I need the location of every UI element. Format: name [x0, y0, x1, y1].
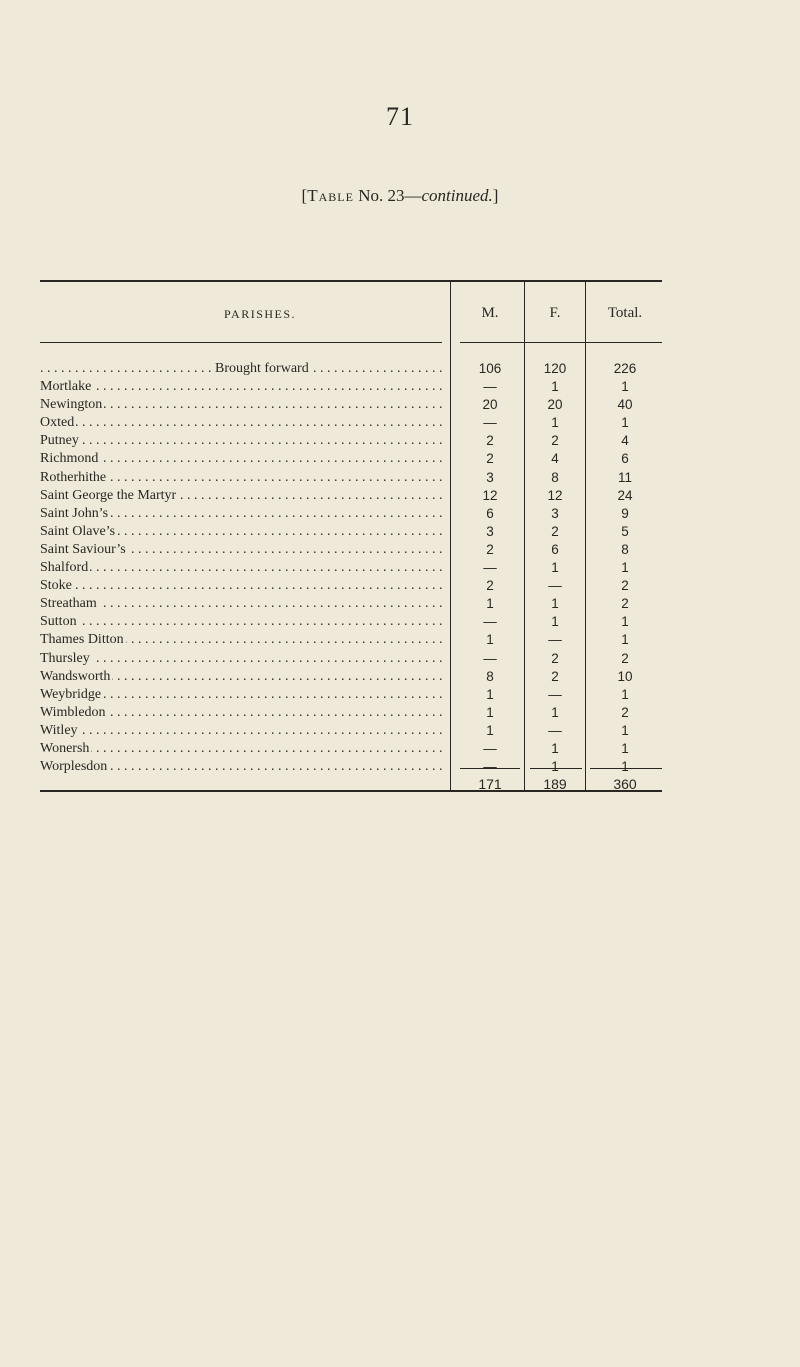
table-row: [40, 722, 660, 740]
male-count: 2: [486, 433, 494, 449]
total-m: 171: [478, 776, 502, 792]
table-top-rule: [40, 280, 662, 282]
parish-name: Wandsworth: [40, 668, 111, 684]
parish-name-cell: [40, 414, 442, 432]
table-row: [40, 450, 660, 468]
table-row: [40, 414, 660, 432]
parish-name-cell: [40, 577, 442, 595]
caption-continued: continued.: [421, 186, 493, 205]
table-row: [40, 396, 660, 414]
parish-name: Saint Olave’s: [40, 523, 116, 539]
parish-name-cell: [40, 722, 442, 740]
female-count: 1: [551, 614, 559, 630]
parish-name: Stoke: [40, 578, 72, 594]
total-count: 11: [617, 469, 632, 485]
table-row: [40, 668, 660, 686]
male-count: 8: [486, 668, 494, 684]
parish-name-cell: [40, 704, 442, 722]
total-count: 1: [621, 740, 629, 756]
total-count: 1: [621, 614, 629, 630]
female-count: 1: [551, 740, 559, 756]
parish-name: Putney: [40, 433, 79, 449]
table-row: [40, 740, 660, 758]
male-count: 6: [486, 505, 494, 521]
female-count: 1: [551, 704, 559, 720]
male-count: 1: [486, 596, 494, 612]
male-count: 2: [486, 541, 494, 557]
male-count: 1: [486, 686, 494, 702]
male-count: 1: [486, 704, 494, 720]
parish-name-cell: [40, 360, 442, 378]
male-count: 106: [478, 361, 502, 376]
female-count: 12: [547, 487, 563, 503]
caption-open-bracket: [: [301, 186, 308, 205]
table-row: [40, 360, 660, 378]
female-count: 120: [543, 361, 567, 376]
parish-name-cell: [40, 631, 442, 649]
header-m: M.: [481, 305, 499, 321]
total-count: 24: [617, 487, 633, 503]
total-count: 5: [621, 523, 629, 539]
parish-name: Rotherhithe: [40, 469, 107, 485]
total-count: 6: [621, 451, 629, 467]
male-count: —: [483, 759, 497, 775]
table-row: [40, 686, 660, 704]
total-count: 10: [617, 668, 633, 684]
caption-table-word: Table: [307, 186, 354, 205]
male-count: 2: [486, 451, 494, 467]
parish-name: Worplesdon: [40, 759, 108, 775]
parish-name-cell: [40, 686, 442, 704]
header-bottom-rule-numbers: [460, 342, 662, 343]
table-row: [40, 613, 660, 631]
parish-name-cell: [40, 559, 442, 577]
parish-name: Shalford: [40, 560, 89, 576]
parish-name: Mortlake: [40, 379, 92, 395]
parish-name-cell: [40, 487, 442, 505]
total-count: 8: [621, 541, 629, 557]
page-number: 71: [386, 102, 414, 131]
parish-name: Weybridge: [40, 686, 102, 702]
parish-name: Saint John’s: [40, 505, 109, 521]
male-count: —: [483, 415, 497, 431]
table-row: [40, 577, 660, 595]
female-count: 2: [551, 523, 559, 539]
caption-number: No. 23: [358, 186, 405, 205]
female-count: 1: [551, 560, 559, 576]
parish-name-cell: [40, 469, 442, 487]
total-count: 226: [613, 361, 637, 376]
parish-name-cell: [40, 541, 442, 559]
table-row: [40, 523, 660, 541]
total-count: 2: [621, 596, 629, 612]
total-f: 189: [543, 776, 567, 792]
parish-name: Saint George the Martyr: [40, 487, 177, 503]
female-count: 20: [547, 397, 563, 413]
male-count: —: [483, 379, 497, 395]
female-count: 2: [551, 650, 559, 666]
parish-name: Sutton: [40, 614, 77, 630]
header-total: Total.: [607, 305, 643, 321]
male-count: —: [483, 614, 497, 630]
total-count: 1: [621, 759, 629, 775]
male-count: —: [483, 650, 497, 666]
table-row: [40, 469, 660, 487]
male-count: 2: [486, 578, 494, 594]
female-count: 2: [551, 433, 559, 449]
parish-name: Thames Ditton: [40, 632, 124, 648]
total-count: 4: [621, 433, 629, 449]
female-count: 4: [551, 451, 559, 467]
total-count: 1: [621, 686, 629, 702]
total-count: 1: [621, 632, 629, 648]
parish-name: Wimbledon: [40, 704, 106, 720]
parish-name: Witley: [40, 722, 78, 738]
parish-name: Oxted: [40, 415, 75, 431]
header-bottom-rule-parishes: [40, 342, 442, 343]
female-count: 3: [551, 505, 559, 521]
male-count: 3: [486, 469, 494, 485]
parish-name: Brought forward: [215, 361, 309, 376]
header-f: F.: [549, 305, 561, 321]
male-count: 12: [482, 487, 498, 503]
total-count: 2: [621, 704, 629, 720]
parish-name-cell: [40, 523, 442, 541]
table-row: [40, 704, 660, 722]
total-count: 1: [621, 722, 629, 738]
parish-name: Richmond: [40, 451, 99, 467]
table-row: [40, 758, 660, 776]
caption-dash: —: [404, 186, 422, 205]
female-count: 1: [551, 415, 559, 431]
table-row: [40, 378, 660, 396]
table-caption: [0, 186, 800, 206]
parish-name: Thursley: [40, 650, 90, 666]
parish-name-cell: [40, 758, 442, 776]
total-count: 9: [621, 505, 629, 521]
female-count: 6: [551, 541, 559, 557]
female-count: 1: [551, 759, 559, 775]
parish-name-cell: [40, 613, 442, 631]
header-parishes: PARISHES.: [223, 307, 297, 321]
table-row: [40, 631, 660, 649]
table-row: [40, 541, 660, 559]
table-body: [40, 360, 660, 776]
table-row: [40, 432, 660, 450]
total-count: 40: [617, 397, 633, 413]
total-total: 360: [613, 776, 637, 792]
table-row: [40, 595, 660, 613]
female-count: 2: [551, 668, 559, 684]
parish-name: Saint Saviour’s: [40, 541, 126, 557]
female-count: —: [548, 632, 562, 648]
table-row: [40, 559, 660, 577]
parish-name-cell: [40, 740, 442, 758]
male-count: 1: [486, 722, 494, 738]
parish-name-cell: [40, 668, 442, 686]
female-count: —: [548, 578, 562, 594]
total-count: 2: [621, 650, 629, 666]
parish-name-cell: [40, 450, 442, 468]
parish-name: Wonersh: [40, 740, 90, 756]
parish-name-cell: [40, 432, 442, 450]
parish-name: Newington: [40, 397, 103, 413]
male-count: 20: [482, 397, 498, 413]
parish-name-cell: [40, 650, 442, 668]
female-count: 1: [551, 379, 559, 395]
female-count: —: [548, 686, 562, 702]
table-row: [40, 505, 660, 523]
male-count: —: [483, 740, 497, 756]
caption-close-bracket: ]: [492, 186, 499, 205]
male-count: —: [483, 560, 497, 576]
parish-name-cell: [40, 505, 442, 523]
female-count: 1: [551, 596, 559, 612]
total-count: 1: [621, 560, 629, 576]
female-count: 8: [551, 469, 559, 485]
table-row: [40, 487, 660, 505]
total-count: 1: [621, 379, 629, 395]
parish-name-cell: [40, 378, 442, 396]
total-count: 1: [621, 415, 629, 431]
parish-name-cell: [40, 396, 442, 414]
male-count: 3: [486, 523, 494, 539]
parish-name-cell: [40, 595, 442, 613]
parish-name: Streatham: [40, 596, 97, 612]
male-count: 1: [486, 632, 494, 648]
female-count: —: [548, 722, 562, 738]
total-count: 2: [621, 578, 629, 594]
table-row: [40, 650, 660, 668]
